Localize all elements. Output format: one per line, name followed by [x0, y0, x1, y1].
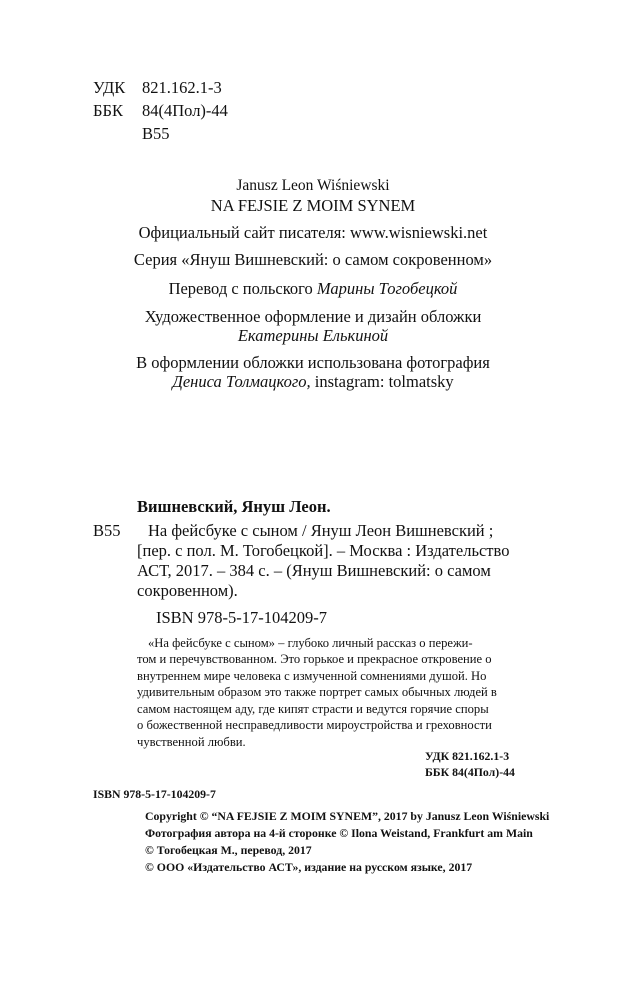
udk-label: УДК	[93, 78, 126, 97]
copyright-line-1: Copyright © “NA FEJSIE Z MOIM SYNEM”, 2017 by Janusz Leon Wiśniewski	[145, 809, 550, 823]
original-title: NA FEJSIE Z MOIM SYNEM	[210, 196, 416, 215]
bottom-isbn: ISBN 978-5-17-104209-7	[93, 787, 216, 801]
annotation-line-6: о божественной несправедливости мироустройства и греховности	[137, 718, 492, 732]
author-mark: В55	[142, 124, 170, 143]
udk-value: 821.162.1-3	[142, 78, 222, 97]
copyright-line-2: Фотография автора на 4-й сторонке © Ilona Weistand, Frankfurt am Main	[145, 826, 533, 840]
catalog-author-heading: Вишневский, Януш Леон.	[137, 497, 331, 516]
annotation-line-7: чувственной любви.	[137, 735, 246, 749]
design-line: Художественное оформление и дизайн обложки	[144, 307, 482, 326]
bbk-label: ББК	[93, 101, 123, 120]
catalog-description-line-1: На фейсбуке с сыном / Януш Леон Вишневский ;	[148, 521, 494, 540]
annotation-line-2: том и перечувствованном. Это горькое и прекрасное откровение о	[137, 652, 492, 666]
series-line: Серия «Януш Вишневский: о самом сокровенном»	[133, 250, 493, 269]
catalog-mark: В55	[93, 521, 121, 540]
author-website: Официальный сайт писателя: www.wisniewski.net	[138, 223, 488, 242]
annotation-line-5: самом настоящем аду, где кипят страсти и ведутся горячие споры	[137, 702, 489, 716]
photo-line: В оформлении обложки использована фотография	[136, 353, 490, 372]
catalog-description-line-3: АСТ, 2017. – 384 с. – (Януш Вишневский: о самом	[137, 561, 491, 580]
card-udk: УДК 821.162.1-3	[425, 749, 510, 763]
translation-line	[93, 279, 533, 299]
catalog-description-line-4: сокровенном).	[137, 581, 238, 600]
card-bbk: ББК 84(4Пол)-44	[425, 765, 515, 779]
photo-credit-line	[93, 372, 533, 392]
translator-name: Марины Тогобецкой	[316, 279, 458, 298]
designer-name: Екатерины Елькиной	[237, 326, 389, 345]
copyright-line-4: © ООО «Издательство АСТ», издание на русском языке, 2017	[145, 860, 473, 874]
bbk-value: 84(4Пол)-44	[142, 101, 228, 120]
annotation-line-4: удивительным образом это также портрет самых обычных людей в	[137, 685, 497, 699]
annotation-line-3: внутреннем мире человека с измученной сомнениями душой. Но	[137, 669, 487, 683]
translation-prefix: Перевод с польского	[168, 279, 317, 298]
copyright-line-3: © Тогобецкая М., перевод, 2017	[145, 843, 312, 857]
annotation-line-1: «На фейсбуке с сыном» – глубоко личный рассказ о пережи-	[148, 636, 473, 650]
catalog-isbn: ISBN 978-5-17-104209-7	[156, 608, 327, 627]
original-author: Janusz Leon Wiśniewski	[236, 177, 390, 194]
catalog-description-line-2: [пер. с пол. М. Тогобецкой]. – Москва : Издательство	[137, 541, 510, 560]
instagram-handle: instagram: tolmatsky	[310, 372, 454, 391]
photographer-name: Дениса Толмацкого,	[172, 372, 311, 391]
